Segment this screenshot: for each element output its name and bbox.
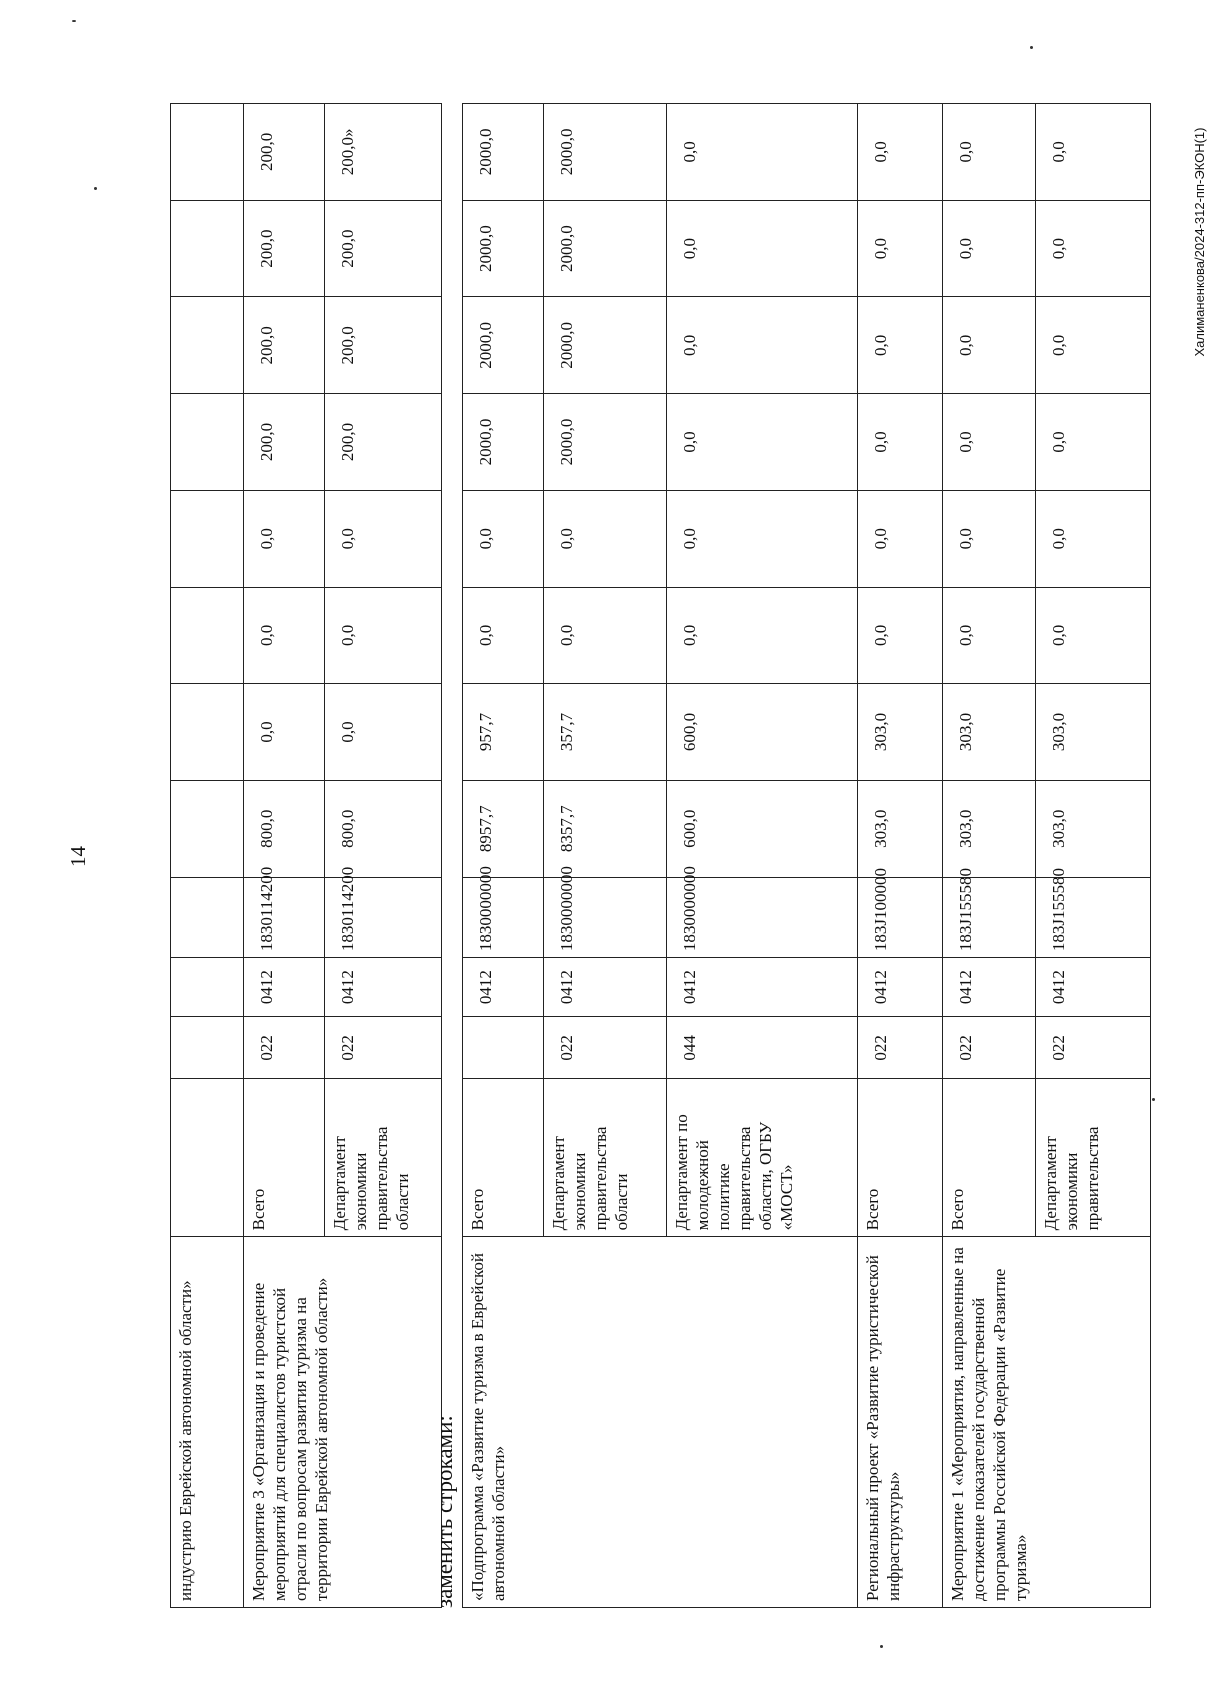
table-row — [244, 104, 325, 1608]
previous-rows-table — [170, 103, 442, 1608]
value-year: 2000,0 — [544, 200, 667, 297]
value-year: 0,0 — [1036, 394, 1151, 491]
value-year: 0,0 — [1036, 587, 1151, 684]
empty-cell — [171, 394, 244, 491]
scan-speck — [72, 20, 76, 22]
empty-cell — [171, 587, 244, 684]
value-year: 357,7 — [544, 684, 667, 781]
value-year: 200,0 — [244, 200, 325, 297]
value-year: 0,0 — [544, 490, 667, 587]
replace-caption: заменить строками: — [432, 1415, 457, 1608]
empty-cell — [171, 200, 244, 297]
row-type: Всего — [858, 1079, 943, 1237]
grbs-code: 044 — [667, 1017, 858, 1079]
value-year: 0,0 — [858, 297, 943, 394]
value-year: 0,0 — [943, 200, 1036, 297]
table-row — [463, 104, 544, 1608]
rz-code: 0412 — [667, 958, 858, 1017]
value-total: 800,0 — [244, 780, 325, 877]
value-year: 0,0 — [943, 490, 1036, 587]
value-year: 0,0 — [325, 684, 442, 781]
value-year: 0,0 — [244, 490, 325, 587]
value-year: 0,0 — [943, 297, 1036, 394]
value-year: 2000,0 — [544, 394, 667, 491]
value-year: 0,0 — [858, 394, 943, 491]
value-total: 800,0 — [325, 780, 442, 877]
csr-code: 1830000000 — [667, 877, 858, 958]
row-name: индустрию Еврейской автономной области» — [171, 1237, 244, 1608]
csr-code: 183J155580 — [943, 877, 1036, 958]
value-year: 0,0 — [544, 587, 667, 684]
grbs-code: 022 — [325, 1017, 442, 1079]
document-id: Халиманенкова/2024-312-пп-ЭКОН(1) — [1192, 127, 1207, 357]
value-year: 303,0 — [1036, 684, 1151, 781]
value-total: 303,0 — [858, 780, 943, 877]
value-year: 2000,0 — [463, 200, 544, 297]
value-year: 200,0 — [325, 394, 442, 491]
value-year: 200,0 — [244, 104, 325, 201]
row-name: Мероприятие 1 «Мероприятия, направленные на достижение показателей государственной программы Российской Федерации «Развитие туризма» — [943, 1237, 1151, 1608]
row-type: Департамент по молодежной политике правительства области, ОГБУ «МОСТ» — [667, 1079, 858, 1237]
value-year: 2000,0 — [463, 394, 544, 491]
grbs-code — [463, 1017, 544, 1079]
value-total: 600,0 — [667, 780, 858, 877]
value-year: 0,0 — [943, 104, 1036, 201]
grbs-code: 022 — [1036, 1017, 1151, 1079]
grbs-code: 022 — [244, 1017, 325, 1079]
value-year: 957,7 — [463, 684, 544, 781]
value-year: 600,0 — [667, 684, 858, 781]
rz-code: 0412 — [1036, 958, 1151, 1017]
empty-cell — [171, 684, 244, 781]
value-total: 8357,7 — [544, 780, 667, 877]
replacement-rows-table — [462, 103, 1151, 1608]
row-type: Всего — [463, 1079, 544, 1237]
value-year: 0,0 — [325, 490, 442, 587]
value-year: 0,0 — [667, 200, 858, 297]
empty-cell — [171, 490, 244, 587]
empty-cell — [171, 958, 244, 1017]
grbs-code: 022 — [544, 1017, 667, 1079]
value-year: 0,0 — [858, 104, 943, 201]
grbs-code: 022 — [943, 1017, 1036, 1079]
value-year: 0,0 — [667, 394, 858, 491]
row-type: Департамент экономики правительства области — [325, 1079, 442, 1237]
value-year: 2000,0 — [544, 104, 667, 201]
value-year: 0,0 — [667, 104, 858, 201]
table-row — [858, 104, 943, 1608]
table-row — [171, 104, 244, 1608]
value-year: 0,0 — [325, 587, 442, 684]
value-year: 0,0 — [244, 684, 325, 781]
value-year: 0,0 — [244, 587, 325, 684]
row-type: Департамент экономики правительства — [1036, 1079, 1151, 1237]
csr-code: 183J100000 — [858, 877, 943, 958]
csr-code: 1830114200 — [244, 877, 325, 958]
scan-speck — [1152, 1098, 1155, 1101]
value-year: 0,0 — [1036, 200, 1151, 297]
value-year: 2000,0 — [463, 297, 544, 394]
row-type: Всего — [943, 1079, 1036, 1237]
row-type: Всего — [244, 1079, 325, 1237]
value-total: 303,0 — [1036, 780, 1151, 877]
empty-cell — [171, 297, 244, 394]
rz-code: 0412 — [858, 958, 943, 1017]
value-year: 0,0 — [943, 394, 1036, 491]
value-year: 2000,0 — [463, 104, 544, 201]
table-row — [943, 104, 1036, 1608]
scan-speck — [1030, 46, 1033, 49]
empty-cell — [171, 1017, 244, 1079]
rz-code: 0412 — [325, 958, 442, 1017]
value-year: 200,0 — [325, 200, 442, 297]
rz-code: 0412 — [544, 958, 667, 1017]
value-year: 200,0» — [325, 104, 442, 201]
empty-cell — [171, 104, 244, 201]
csr-code: 183J155580 — [1036, 877, 1151, 958]
value-year: 0,0 — [858, 587, 943, 684]
page-number: 14 — [66, 846, 90, 867]
value-year: 0,0 — [1036, 297, 1151, 394]
scan-speck — [880, 1645, 883, 1648]
value-total: 303,0 — [943, 780, 1036, 877]
value-year: 0,0 — [667, 297, 858, 394]
rz-code: 0412 — [244, 958, 325, 1017]
csr-code: 1830000000 — [544, 877, 667, 958]
value-total: 8957,7 — [463, 780, 544, 877]
value-year: 0,0 — [463, 490, 544, 587]
value-year: 303,0 — [943, 684, 1036, 781]
value-year: 0,0 — [858, 490, 943, 587]
row-name: «Подпрограмма «Развитие туризма в Еврейской автономной области» — [463, 1237, 858, 1608]
value-year: 0,0 — [463, 587, 544, 684]
rotated-content — [170, 103, 1105, 1608]
value-year: 200,0 — [244, 297, 325, 394]
value-year: 303,0 — [858, 684, 943, 781]
value-year: 0,0 — [1036, 490, 1151, 587]
row-type: Департамент экономики правительства области — [544, 1079, 667, 1237]
value-year: 0,0 — [1036, 104, 1151, 201]
empty-cell — [171, 780, 244, 877]
empty-cell — [171, 877, 244, 958]
value-year: 0,0 — [667, 587, 858, 684]
value-year: 0,0 — [858, 200, 943, 297]
value-year: 2000,0 — [544, 297, 667, 394]
value-year: 200,0 — [244, 394, 325, 491]
rz-code: 0412 — [943, 958, 1036, 1017]
grbs-code: 022 — [858, 1017, 943, 1079]
value-year: 0,0 — [667, 490, 858, 587]
value-year: 0,0 — [943, 587, 1036, 684]
csr-code: 1830114200 — [325, 877, 442, 958]
rz-code: 0412 — [463, 958, 544, 1017]
value-year: 200,0 — [325, 297, 442, 394]
row-name: Региональный проект «Развитие туристической инфраструктуры» — [858, 1237, 943, 1608]
empty-cell — [171, 1079, 244, 1237]
row-name: Мероприятие 3 «Организация и проведение мероприятий для специалистов туристской отрасли по вопросам развития туризма на территории Еврейской автономной области» — [244, 1237, 442, 1608]
csr-code: 1830000000 — [463, 877, 544, 958]
scan-speck — [94, 187, 97, 190]
